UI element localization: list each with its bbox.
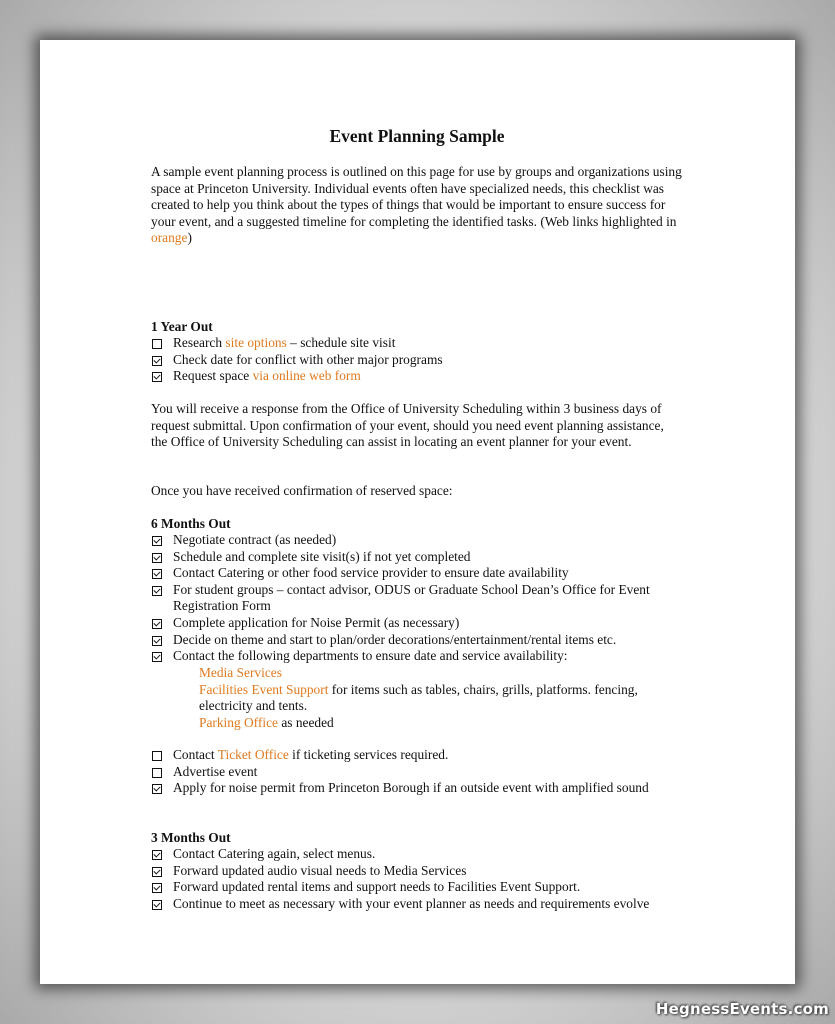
checkbox-checked-icon[interactable] — [152, 569, 162, 579]
document-page — [40, 40, 795, 984]
list-item — [151, 632, 683, 649]
checkbox-icon[interactable] — [152, 751, 162, 761]
list-item — [151, 879, 683, 896]
online-web-form-link[interactable]: via online web form — [252, 368, 361, 384]
checkbox-checked-icon[interactable] — [152, 652, 162, 662]
department-text: for items such as tables, chairs, grills, platforms. fencing, electricity and tents. — [199, 681, 638, 714]
item-text: Continue to meet as necessary with your event planner as needs and requirements evolve — [173, 895, 650, 911]
facilities-event-support-link[interactable]: Facilities Event Support — [199, 681, 329, 697]
checkbox-checked-icon[interactable] — [152, 867, 162, 877]
item-text: Schedule and complete site visit(s) if not yet completed — [173, 548, 471, 564]
list-item — [151, 764, 683, 781]
confirmation-paragraph: Once you have received confirmation of reserved space: — [151, 483, 453, 498]
scheduling-paragraph: You will receive a response from the Office of University Scheduling within 3 business days of request submittal. Upon confirmation of your event, should you need event planning assistance, the Office of University Scheduling can assist in locating an event planner for your event. — [151, 401, 664, 450]
intro-text: A sample event planning process is outlined on this page for use by groups and organizations using space at Princeton University. Individual events often have specialized needs, this checklist was created to help you think about the types of things that would be important to ensure success for your event, and a suggested timeline for completing the identified tasks. (Web links highlighted in — [151, 164, 682, 229]
page-title: Event Planning Sample — [329, 126, 505, 146]
checklist-6-months-out — [151, 532, 683, 665]
checkbox-checked-icon[interactable] — [152, 586, 162, 596]
checklist-6-months-out-continued — [151, 747, 683, 797]
checklist-1-year-out — [151, 335, 683, 385]
checkbox-checked-icon[interactable] — [152, 356, 162, 366]
departments-list — [199, 665, 659, 731]
ticket-office-link[interactable]: Ticket Office — [217, 747, 289, 762]
item-text: Contact — [173, 747, 218, 762]
list-item — [151, 747, 683, 764]
heading-1-year-out: 1 Year Out — [151, 319, 213, 334]
watermark-logo: HegnessEvents.com — [655, 1000, 829, 1018]
list-item — [151, 863, 683, 880]
heading-3-months-out: 3 Months Out — [151, 830, 231, 845]
list-item — [151, 648, 683, 665]
list-item — [151, 368, 683, 385]
list-item — [151, 352, 683, 369]
checkbox-checked-icon[interactable] — [152, 850, 162, 860]
list-item — [151, 780, 683, 797]
orange-link[interactable]: orange — [151, 230, 188, 246]
item-text: Contact Catering or other food service provider to ensure date availability — [173, 565, 569, 581]
item-text-end: if ticketing services required. — [288, 747, 449, 762]
checkbox-checked-icon[interactable] — [152, 636, 162, 646]
item-text: Contact the following departments to ensure date and service availability: — [173, 648, 568, 664]
item-text: Check date for conflict with other major programs — [173, 351, 443, 367]
item-text: Request space — [173, 368, 253, 384]
department-item — [199, 715, 659, 732]
item-text: Complete application for Noise Permit (as necessary) — [173, 614, 460, 630]
checkbox-checked-icon[interactable] — [152, 372, 162, 382]
item-text: Decide on theme and start to plan/order decorations/entertainment/rental items etc. — [173, 631, 617, 647]
list-item — [151, 896, 683, 913]
checkbox-checked-icon[interactable] — [152, 619, 162, 629]
list-item — [151, 846, 683, 863]
list-item — [151, 532, 683, 549]
site-options-link[interactable]: site options — [225, 335, 287, 350]
item-text: Apply for noise permit from Princeton Borough if an outside event with amplified sound — [173, 780, 649, 796]
checklist-3-months-out — [151, 846, 683, 912]
heading-6-months-out: 6 Months Out — [151, 516, 231, 531]
checkbox-checked-icon[interactable] — [152, 784, 162, 794]
parking-office-link[interactable]: Parking Office — [199, 714, 278, 730]
item-text: Negotiate contract (as needed) — [173, 532, 337, 547]
intro-paragraph — [151, 164, 683, 247]
list-item — [151, 582, 683, 615]
intro-text-end: ) — [187, 230, 192, 246]
item-text: Contact Catering again, select menus. — [173, 846, 376, 861]
list-item — [151, 565, 683, 582]
checkbox-checked-icon[interactable] — [152, 900, 162, 910]
department-item — [199, 665, 659, 682]
media-services-link[interactable]: Media Services — [199, 665, 282, 680]
checkbox-checked-icon[interactable] — [152, 553, 162, 563]
department-text: as needed — [277, 714, 334, 730]
department-item — [199, 682, 659, 715]
item-text: For student groups – contact advisor, ODUS or Graduate School Dean’s Office for Event Registration Form — [173, 581, 650, 614]
item-text: Research — [173, 335, 226, 350]
checkbox-checked-icon[interactable] — [152, 536, 162, 546]
checkbox-checked-icon[interactable] — [152, 883, 162, 893]
checkbox-icon[interactable] — [152, 768, 162, 778]
list-item — [151, 615, 683, 632]
item-text: Forward updated rental items and support needs to Facilities Event Support. — [173, 879, 581, 895]
item-text: Forward updated audio visual needs to Media Services — [173, 862, 467, 878]
list-item — [151, 335, 683, 352]
list-item — [151, 549, 683, 566]
item-text-end: – schedule site visit — [286, 335, 396, 350]
checkbox-icon[interactable] — [152, 339, 162, 349]
item-text: Advertise event — [173, 763, 258, 779]
